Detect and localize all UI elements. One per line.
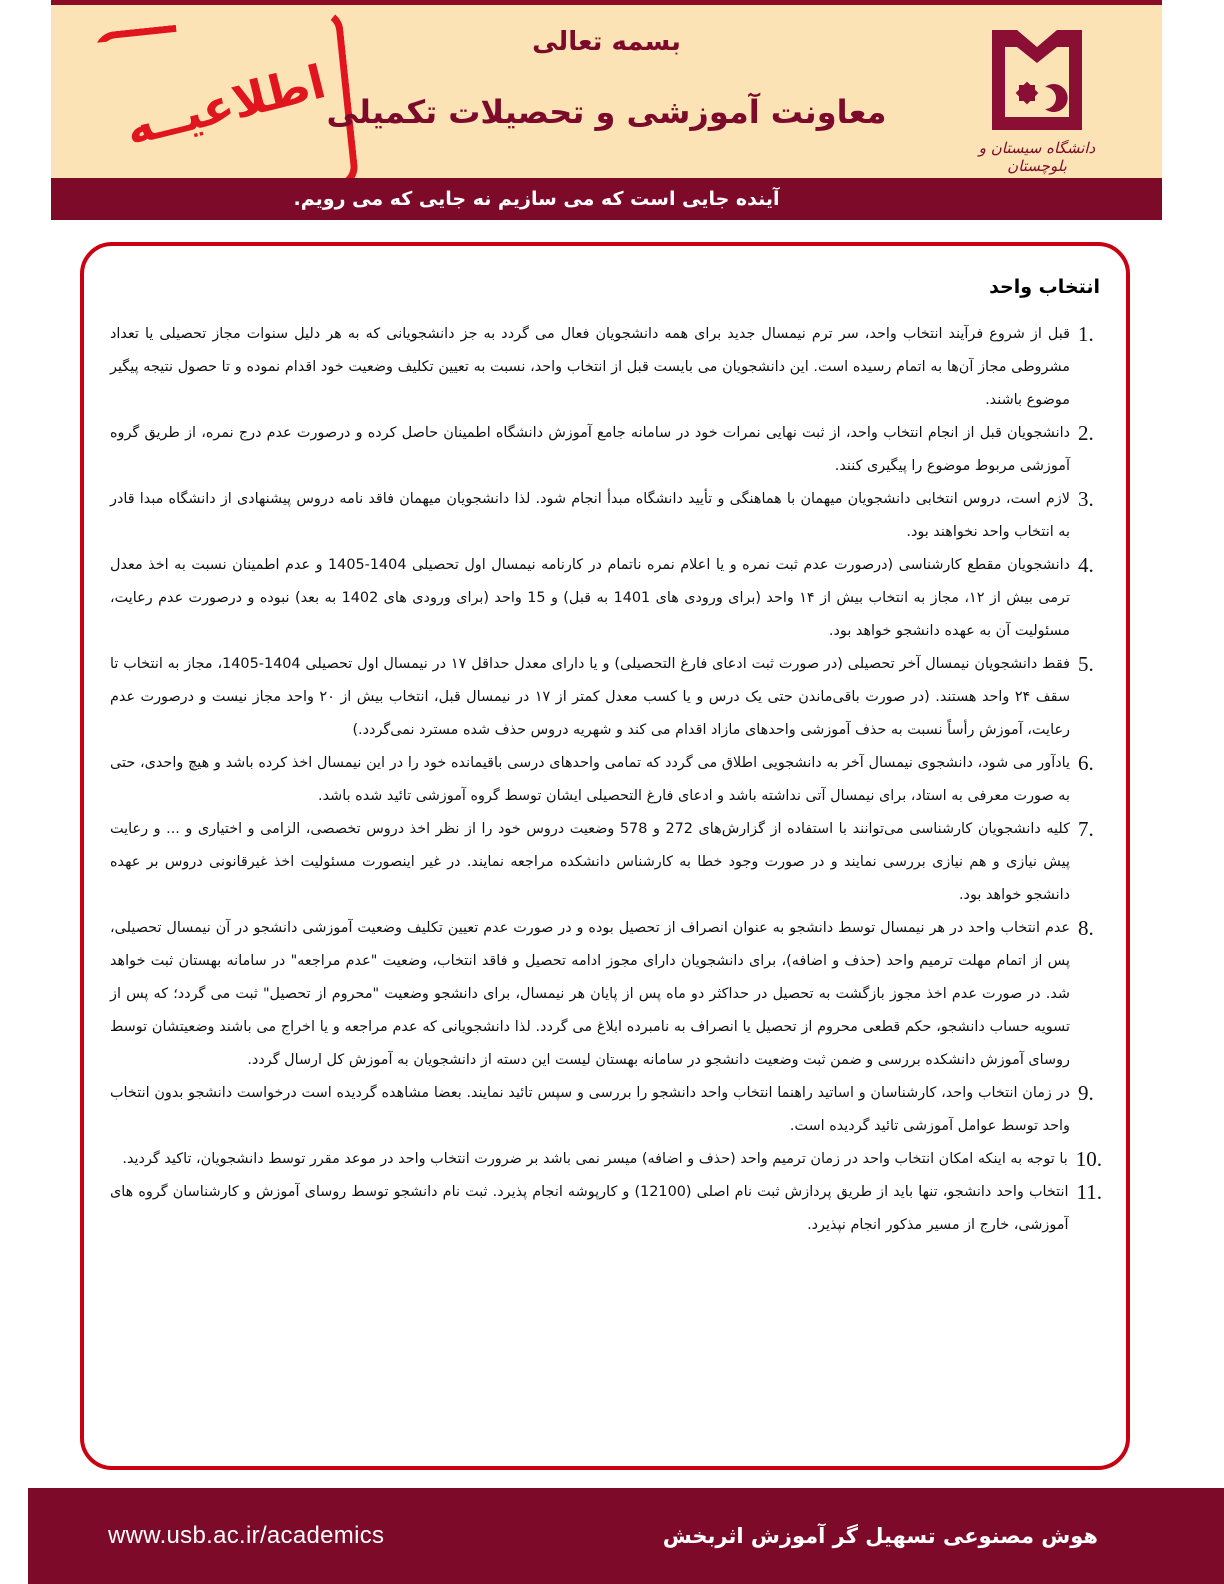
rule-item [110, 318, 1102, 417]
rule-item [110, 549, 1102, 648]
rule-number: 4. [1078, 553, 1094, 577]
rule-text: یادآور می شود، دانشجوی نیمسال آخر به دانشجویی اطلاق می گردد که تمامی واحدهای درسی باقیمانده خود را در این نیمسال اخذ کرده باشد و هیچ واحدی، حتی به صورت معرفی به استاد، برای نیمسال آتی نداشته باشد و ادعای فارغ التحصیلی ایشان توسط گروه آموزشی تائید شده باشد. [110, 755, 1070, 804]
rule-text: در زمان انتخاب واحد، کارشناسان و اساتید راهنما انتخاب واحد دانشجو را بررسی و سپس تائید نمایند. بعضا مشاهده گردیده است درخواست دانشجو بدون انتخاب واحد توسط عوامل آموزشی تائید گردیده است. [110, 1085, 1070, 1134]
rule-text: فقط دانشجویان نیمسال آخر تحصیلی (در صورت ثبت ادعای فارغ التحصیلی) و یا دارای معدل حداقل ۱۷ در نیمسال اول تحصیلی 1404-1405، مجاز به انتخاب تا سقف ۲۴ واحد هستند. (در صورت باقی‌ماندن حتی یک درس و یا کسب معدل کمتر از ۱۷ در نیمسال قبل، انتخاب بیش از ۲۰ واحد مجاز نیست و درصورت عدم رعایت، آموزش رأساً نسبت به حذف آموزشی واحدهای مازاد اقدام می کند و شهریه دروس حذف شده مسترد نمی‌گردد.) [110, 656, 1071, 738]
university-name: دانشگاه سیستان و بلوچستان [978, 139, 1096, 175]
footer-bar [28, 1488, 1224, 1584]
slogan-text: آینده جایی است که می سازیم نه جایی که می رویم. [293, 188, 780, 210]
university-logo-icon [967, 25, 1107, 135]
notice-content-box [80, 242, 1130, 1470]
rule-number: 8. [1078, 916, 1094, 940]
rule-text: انتخاب واحد دانشجو، تنها باید از طریق پردازش ثبت نام اصلی (12100) و کارپوشه انجام پذیرد. ثبت نام دانشجو توسط روسای آموزش و کارشناسان گروه های آموزشی، خارج از مسیر مذکور انجام نپذیرد. [110, 1184, 1069, 1233]
rule-number: 7. [1078, 817, 1094, 841]
rule-text: کلیه دانشجویان کارشناسی می‌توانند با استفاده از گزارش‌های 272 و 578 وضعیت دروس خود را از نظر اخذ دروس تخصصی، الزامی و اختیاری و ... و رعایت پیش نیازی و هم نیازی بررسی نمایند و در صورت وجود خطا به کارشناس دانشکده مراجعه نمایند. در غیر اینصورت مسئولیت اخذ غیرقانونی دروس بر عهده دانشجو خواهد بود. [110, 821, 1070, 903]
rule-number: 10. [1075, 1147, 1102, 1171]
rule-text: دانشجویان قبل از انجام انتخاب واحد، از ثبت نهایی نمرات خود در سامانه جامع آموزش دانشگاه اطمینان حاصل کرده و درصورت عدم درج نمره، از طریق گروه آموزشی مربوط موضوع را پیگیری کنند. [110, 425, 1070, 474]
rule-item [110, 912, 1102, 1077]
rules-list [110, 318, 1102, 1242]
rule-number: 2. [1078, 421, 1094, 445]
rule-text: با توجه به اینکه امکان انتخاب واحد در زمان ترمیم واحد (حذف و اضافه) میسر نمی باشد بر ضرورت انتخاب واحد در موعد مقرر توسط دانشجویان، تاکید گردید. [122, 1151, 1068, 1167]
section-title: انتخاب واحد [989, 276, 1100, 298]
rule-number: 1. [1078, 322, 1094, 346]
footer-tagline: هوش مصنوعی تسهیل گر آموزش اثربخش [662, 1524, 1098, 1548]
rule-text: دانشجویان مقطع کارشناسی (درصورت عدم ثبت نمره و یا اعلام نمره ناتمام در کارنامه نیمسال اول تحصیلی 1404-1405 و عدم اطمینان نسبت به اخذ معدل ترمی بیش از ۱۲، مجاز به انتخاب بیش از ۱۴ واحد (برای ورودی های 1401 به قبل) و 15 واحد (برای ورودی های 1402 به بعد) نبوده و درصورت عدم رعایت، مسئولیت آن به عهده دانشجو خواهد بود. [110, 557, 1070, 639]
rule-number: 11. [1076, 1180, 1102, 1204]
rule-item [110, 813, 1102, 912]
rule-item [110, 1077, 1102, 1143]
rule-text: عدم انتخاب واحد در هر نیمسال توسط دانشجو به عنوان انصراف از تحصیل بوده و در صورت عدم تعیین تکلیف وضعیت آموزشی دانشجو در آن نیمسال تحصیلی، پس از اتمام مهلت ترمیم واحد (حذف و اضافه)، برای دانشجویان دارای مجوز ادامه تحصیل و فاقد انتخاب، وضعیت "عدم مراجعه" در سامانه بهستان ثبت خواهد شد. در صورت عدم اخذ مجوز بازگشت به تحصیل در حداکثر دو ماه پس از پایان هر نیمسال، برای دانشجو وضعیت "محروم از تحصیل" ثبت می گردد؛ که پس از تسویه حساب دانشجو، حکم قطعی محروم از تحصیل یا انصراف به نامبرده ابلاغ می گردد. لذا دانشجویانی که عدم مراجعه و یا اخراج می باشند وضعیتشان توسط روسای آموزش دانشکده بررسی و ضمن ثبت وضعیت دانشجو در سامانه بهستان لیست این دسته از دانشجویان به آموزش کل ارسال گردد. [110, 920, 1070, 1068]
slogan-strip [51, 178, 1162, 220]
rule-item [110, 648, 1102, 747]
rule-item [110, 1176, 1102, 1242]
stamp-label: اطلاعیــه [120, 54, 331, 156]
rule-number: 3. [1078, 487, 1094, 511]
rule-item [110, 747, 1102, 813]
rule-item [110, 1143, 1102, 1176]
bismillah-heading: بسمه تعالی [532, 27, 681, 57]
deputy-title: معاونت آموزشی و تحصیلات تکمیلی [326, 93, 887, 131]
rule-item [110, 417, 1102, 483]
university-logo [967, 25, 1107, 175]
rule-number: 5. [1078, 652, 1094, 676]
rule-item [110, 483, 1102, 549]
rule-number: 9. [1078, 1081, 1094, 1105]
rule-text: لازم است، دروس انتخابی دانشجویان میهمان با هماهنگی و تأیید دانشگاه مبدأ انجام شود. لذا دانشجویان میهمان فاقد نامه دروس پیشنهادی از دانشگاه مبدا قادر به انتخاب واحد نخواهند بود. [110, 491, 1070, 540]
rule-text: قبل از شروع فرآیند انتخاب واحد، سر ترم نیمسال جدید برای همه دانشجویان فعال می گردد به جز دانشجویانی که به هر دلیل سنوات مجاز تحصیلی یا تعداد مشروطی مجاز آن‌ها به اتمام رسیده است. این دانشجویان می بایست قبل از انتخاب واحد، نسبت به تعیین تکلیف وضعیت خود اقدام نموده و تا حصول نتیجه پیگیر موضوع باشند. [110, 326, 1070, 408]
website-link[interactable]: www.usb.ac.ir/academics [108, 1522, 385, 1549]
rule-number: 6. [1078, 751, 1094, 775]
notice-header-banner [51, 0, 1162, 220]
